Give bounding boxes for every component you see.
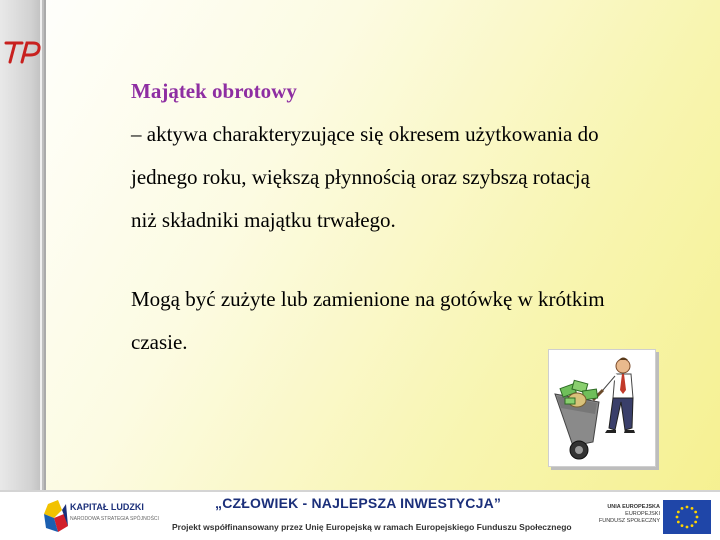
eu-label-line: EUROPEJSKI xyxy=(625,511,660,517)
wheelbarrow-clipart xyxy=(548,349,656,467)
eu-star xyxy=(686,506,689,509)
man-pushing-wheelbarrow-of-money-icon xyxy=(549,350,655,466)
eu-star xyxy=(694,511,697,514)
eu-star xyxy=(696,516,699,519)
slide-content xyxy=(131,70,691,364)
definition-line: – aktywa charakteryzujące się okresem użytkowania do xyxy=(131,122,599,146)
eu-star xyxy=(681,524,684,527)
slide-heading: Majątek obrotowy xyxy=(131,79,297,103)
definition-line: jednego roku, większą płynnością oraz szybszą rotacją xyxy=(131,165,590,189)
eu-star xyxy=(691,524,694,527)
eu-label-line: FUNDUSZ SPOŁECZNY xyxy=(598,518,660,524)
eu-star xyxy=(681,507,684,510)
kapital-ludzki-subtitle: NARODOWA STRATEGIA SPÓJNOŚCI xyxy=(70,516,159,522)
eu-star xyxy=(691,507,694,510)
eu-star xyxy=(677,521,680,524)
eu-label-line: UNIA EUROPEJSKA xyxy=(607,504,660,510)
eu-star xyxy=(686,526,689,529)
eu-label xyxy=(598,504,660,525)
left-decorative-bar xyxy=(0,0,46,540)
footer-banner xyxy=(0,490,720,540)
note-line: czasie. xyxy=(131,330,188,354)
eu-star xyxy=(677,511,680,514)
definition-line: niż składniki majątku trwałego. xyxy=(131,208,396,232)
kapital-ludzki-title: KAPITAŁ LUDZKI xyxy=(70,502,144,512)
eu-flag-icon xyxy=(663,500,711,534)
footer-slogan: „CZŁOWIEK - NAJLEPSZA INWESTYCJA” xyxy=(215,495,502,511)
tp-logo xyxy=(2,34,42,70)
note-line: Mogą być zużyte lub zamienione na gotówkę w krótkim xyxy=(131,287,605,311)
eu-star xyxy=(676,516,679,519)
footer-project-text: Projekt współfinansowany przez Unię Europejską w ramach Europejskiego Funduszu Społecznego xyxy=(172,522,572,532)
eu-star xyxy=(694,521,697,524)
